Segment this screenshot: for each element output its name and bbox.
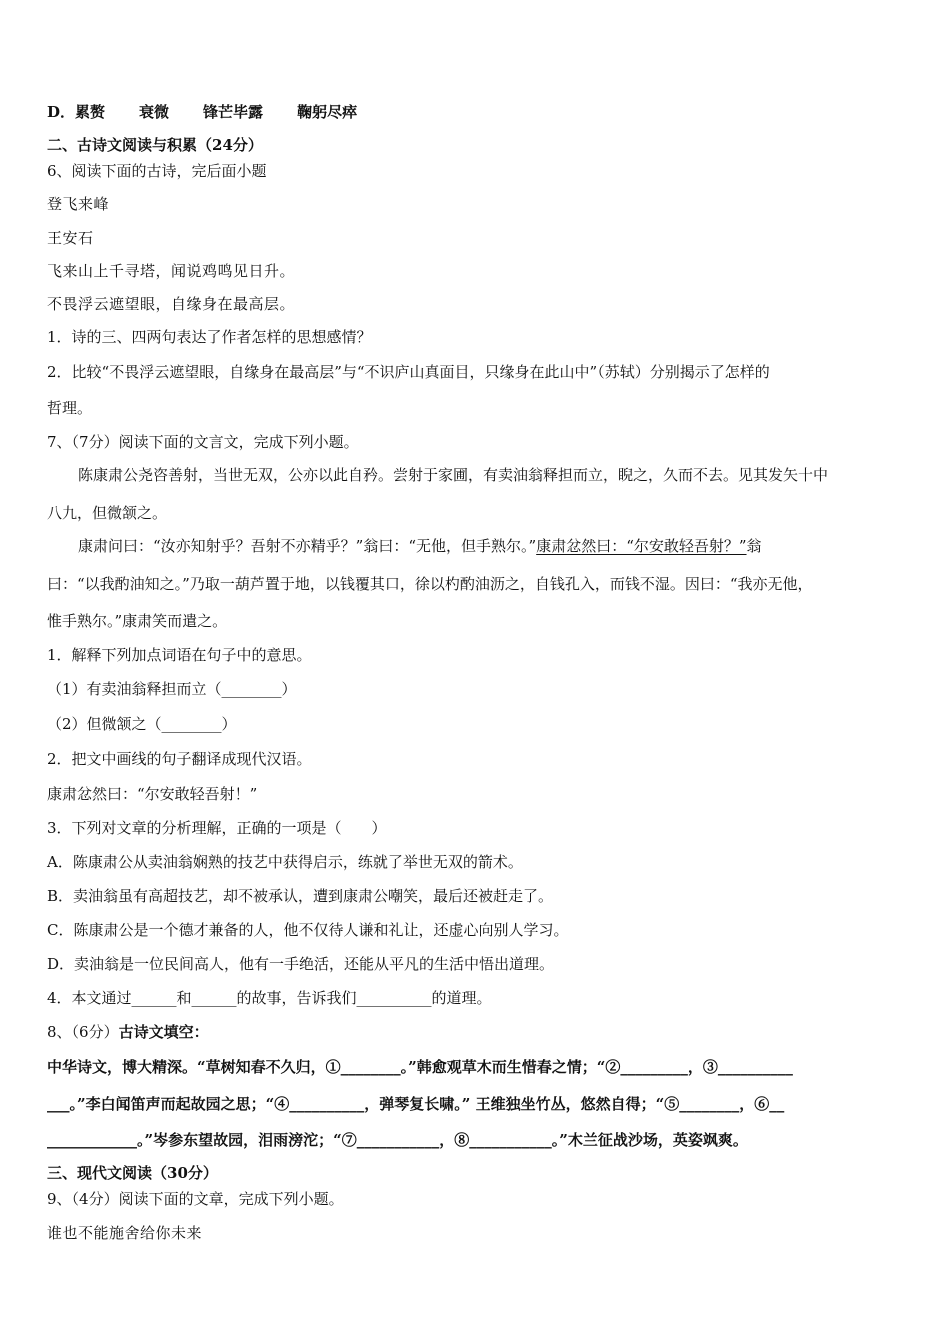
q7-instruction: 7、（7分）阅读下面的文言文，完成下列小题。	[47, 433, 359, 451]
q7-para-2-text-a: 康肃问曰：“汝亦知射乎？吾射不亦精乎？”翁曰：“无他，但手熟尔。”	[78, 537, 537, 555]
q9-instruction: 9、（4分）阅读下面的文章，完成下列小题。	[47, 1190, 344, 1208]
q7-sub-3-option-c: C．陈康肃公是一个德才兼备的人，他不仅待人谦和礼让，还虚心向别人学习。	[47, 921, 569, 939]
section-3-heading: 三、现代文阅读（30分）	[47, 1164, 218, 1182]
q6-sub-2-line-1: 2．比较“不畏浮云遮望眼，自缘身在最高层”与“不识庐山真面目，只缘身在此山中”（苏轼）分别揭示了怎样的	[47, 363, 770, 381]
q7-sub-3-option-b: B．卖油翁虽有高超技艺，却不被承认，遭到康肃公嘲笑，最后还被赶走了。	[47, 887, 554, 905]
q8-line-2: ___。”李白闻笛声而起故园之思；“④__________，弹琴复长啸。” 王维独坐竹丛，悠然自得；“⑤________，⑥__	[47, 1095, 785, 1113]
q7-para-2-text-b: 翁	[746, 537, 762, 555]
q7-sub-2-sentence: 康肃忿然曰：“尔安敢轻吾射！”	[47, 785, 258, 803]
q8-line-3: ____________。”岑参东望故园，泪雨滂沱；“⑦___________，⑧___________。”木兰征战沙场，英姿飒爽。	[47, 1131, 748, 1149]
q6-sub-2-line-2: 哲理。	[47, 399, 93, 417]
q6-instruction: 6、阅读下面的古诗，完后面小题	[47, 162, 267, 180]
q6-sub-1: 1．诗的三、四两句表达了作者怎样的思想感情？	[47, 328, 372, 346]
q7-sub-1: 1．解释下列加点词语在句子中的意思。	[47, 646, 312, 664]
article-title: 谁也不能施舍给你未来	[47, 1224, 203, 1242]
q7-sub-3: 3．下列对文章的分析理解，正确的一项是（ ）	[47, 819, 387, 837]
poem-line-2: 不畏浮云遮望眼，自缘身在最高层。	[47, 295, 296, 313]
option-d-word-3: 锋芒毕露	[203, 103, 264, 121]
poem-title: 登飞来峰	[47, 195, 110, 213]
q7-para-1-line-1: 陈康肃公尧咨善射，当世无双，公亦以此自矜。尝射于家圃，有卖油翁释担而立，睨之，久而不去。见其发矢十中	[78, 466, 829, 484]
poem-line-1: 飞来山上千寻塔，闻说鸡鸣见日升。	[47, 262, 296, 280]
option-d-word-4: 鞠躬尽瘁	[297, 103, 358, 121]
option-d-word-1: 累赘	[75, 103, 106, 121]
option-d-label: D．	[47, 103, 76, 121]
q7-para-1-line-2: 八九，但微颔之。	[47, 504, 168, 522]
q7-para-2-line-3: 惟手熟尔。”康肃笑而遣之。	[47, 612, 228, 630]
q7-sub-1-item-2: （2）但微颔之（________）	[47, 715, 237, 733]
q7-underlined-sentence: 康肃忿然曰：“尔安敢轻吾射？”	[536, 537, 747, 555]
q7-sub-1-item-1: （1）有卖油翁释担而立（________）	[47, 680, 297, 698]
q7-para-2-line-2: 曰：“以我酌油知之。”乃取一葫芦置于地，以钱覆其口，徐以杓酌油沥之，自钱孔入，而钱不湿。因曰：“我亦无他，	[47, 575, 813, 593]
q8-prefix: 8、（6分）	[47, 1023, 119, 1041]
q8-header	[47, 1022, 209, 1042]
poem-author: 王安石	[47, 229, 94, 247]
q8-line-1: 中华诗文，博大精深。“草树知春不久归，①________。”韩愈观草木而生惜春之情；“②_________，③__________	[47, 1058, 793, 1076]
q7-sub-3-option-d: D．卖油翁是一位民间高人，他有一手绝活，还能从平凡的生活中悟出道理。	[47, 955, 555, 973]
option-d-word-2: 衰微	[139, 103, 170, 121]
section-2-heading: 二、古诗文阅读与积累（24分）	[47, 136, 263, 154]
q8-title: 古诗文填空：	[118, 1023, 209, 1041]
q7-para-2-line-1	[78, 536, 762, 556]
option-d-row	[47, 102, 357, 122]
q7-sub-2: 2．把文中画线的句子翻译成现代汉语。	[47, 750, 312, 768]
q7-sub-3-option-a: A．陈康肃公从卖油翁娴熟的技艺中获得启示，练就了举世无双的箭术。	[47, 853, 523, 871]
q7-sub-4: 4．本文通过______和______的故事，告诉我们__________的道理。	[47, 989, 492, 1007]
